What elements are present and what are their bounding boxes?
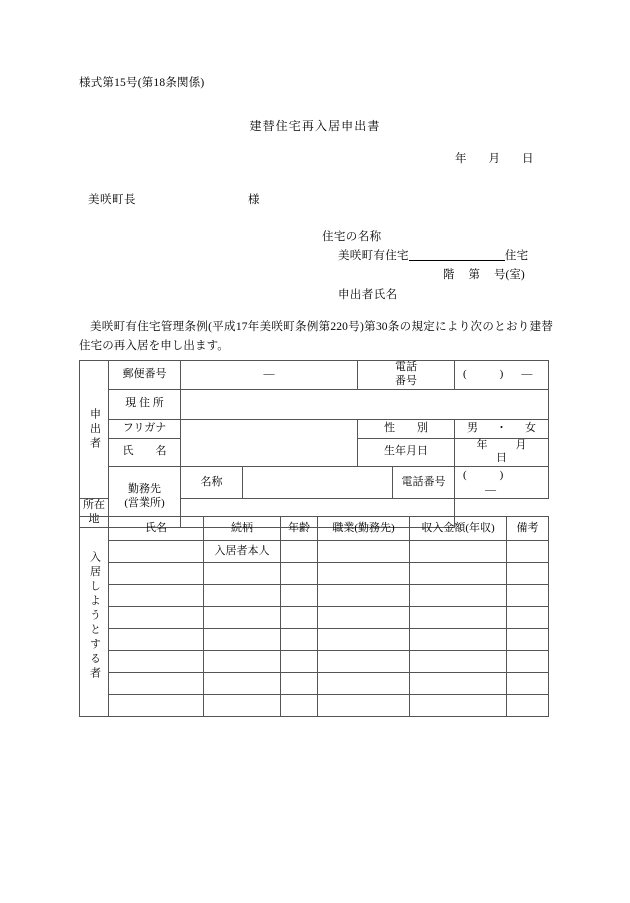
column-header-occupation: 職業(勤務先): [318, 517, 410, 541]
applicant-side-label-cell: [80, 361, 109, 499]
occupant-relation-cell[interactable]: [204, 695, 281, 717]
dob-month-label: 月: [515, 438, 527, 451]
occupant-occupation-cell[interactable]: [318, 563, 410, 585]
workplace-name-input[interactable]: [243, 467, 393, 499]
occupant-remarks-cell[interactable]: [507, 563, 549, 585]
workplace-tel-input[interactable]: [455, 467, 549, 499]
occupant-age-cell[interactable]: [281, 607, 318, 629]
furigana-label: フリガナ: [109, 419, 181, 438]
table-row: [80, 695, 549, 717]
occupant-age-cell[interactable]: [281, 563, 318, 585]
current-address-input[interactable]: [181, 389, 549, 419]
telephone-label: [358, 361, 455, 390]
occupant-relation-cell[interactable]: [204, 629, 281, 651]
occupant-age-cell[interactable]: [281, 651, 318, 673]
occupant-remarks-cell[interactable]: [507, 695, 549, 717]
telephone-dash: —: [521, 367, 533, 380]
occupant-remarks-cell[interactable]: [507, 629, 549, 651]
occupants-side-label-cell: [80, 517, 109, 717]
column-header-name: 氏名: [109, 517, 204, 541]
occupant-remarks-cell[interactable]: [507, 607, 549, 629]
applicant-table: [79, 360, 549, 528]
body-paragraph: 美咲町有住宅管理条例(平成17年美咲町条例第220号)第30条の規定により次のとおり建替住宅の再入居を申し出ます。: [79, 321, 553, 352]
gender-male-option[interactable]: 男: [467, 421, 478, 434]
table-row: [80, 389, 549, 419]
occupant-name-cell[interactable]: [109, 563, 204, 585]
occupant-occupation-cell[interactable]: [318, 629, 410, 651]
dob-label: 生年月日: [358, 438, 455, 467]
dwelling-floor-line: [443, 266, 525, 282]
workplace-tel-paren: ( ): [463, 469, 504, 482]
occupant-name-cell[interactable]: [109, 585, 204, 607]
form-number: 様式第15号(第18条関係): [79, 77, 205, 89]
applicant-side-label: 申出者: [88, 407, 101, 452]
column-header-remarks: 備考: [507, 517, 549, 541]
occupant-name-cell[interactable]: [109, 629, 204, 651]
occupant-income-cell[interactable]: [410, 673, 507, 695]
table-row: [80, 607, 549, 629]
dwelling-name-suffix: 住宅: [504, 250, 529, 262]
table-row: [80, 651, 549, 673]
occupant-remarks-cell[interactable]: [507, 541, 549, 563]
occupant-age-cell[interactable]: [281, 673, 318, 695]
workplace-label-line1: 勤務先: [128, 483, 161, 495]
occupant-occupation-cell[interactable]: [318, 695, 410, 717]
occupant-name-cell[interactable]: [109, 541, 204, 563]
gender-female-option[interactable]: 女: [525, 421, 536, 434]
occupant-income-cell[interactable]: [410, 563, 507, 585]
table-row: [80, 673, 549, 695]
occupant-income-cell[interactable]: [410, 541, 507, 563]
table-row: [80, 563, 549, 585]
occupant-name-cell[interactable]: [109, 673, 204, 695]
addressee-honorific: 様: [248, 194, 260, 206]
workplace-label-line2: (営業所): [124, 496, 165, 509]
page-title: 建替住宅再入居申出書: [249, 119, 381, 133]
occupant-relation-cell[interactable]: [204, 651, 281, 673]
column-header-income: 収入金額(年収): [410, 517, 507, 541]
occupant-occupation-cell[interactable]: [318, 607, 410, 629]
occupant-occupation-cell[interactable]: [318, 651, 410, 673]
gender-label: 性 別: [358, 419, 455, 438]
date-line: [455, 150, 534, 166]
occupant-age-cell[interactable]: [281, 585, 318, 607]
occupant-name-cell[interactable]: [109, 651, 204, 673]
table-header-row: [80, 517, 549, 541]
telephone-input[interactable]: [455, 361, 549, 390]
occupant-income-cell[interactable]: [410, 607, 507, 629]
occupant-income-cell[interactable]: [410, 585, 507, 607]
workplace-tel-label: 電話番号: [393, 467, 455, 499]
occupant-age-cell[interactable]: [281, 541, 318, 563]
dob-input[interactable]: [455, 438, 549, 467]
current-address-label: 現 住 所: [109, 389, 181, 419]
occupant-occupation-cell[interactable]: [318, 585, 410, 607]
gender-separator: ・: [496, 421, 507, 434]
telephone-label-line1: 電話: [395, 361, 417, 373]
occupant-remarks-cell[interactable]: [507, 585, 549, 607]
occupant-relation-cell[interactable]: 入居者本人: [204, 541, 281, 563]
postal-code-input[interactable]: —: [181, 361, 358, 390]
workplace-address-label: 所在地: [80, 499, 109, 528]
room-number-suffix: 号(室): [494, 269, 525, 281]
table-row: [80, 585, 549, 607]
occupant-remarks-cell[interactable]: [507, 673, 549, 695]
occupant-relation-cell[interactable]: [204, 673, 281, 695]
table-row: [80, 541, 549, 563]
column-header-age: 年齢: [281, 517, 318, 541]
occupant-age-cell[interactable]: [281, 695, 318, 717]
applicant-name-input[interactable]: [181, 419, 358, 467]
table-row: [80, 629, 549, 651]
occupant-name-cell[interactable]: [109, 607, 204, 629]
occupant-relation-cell[interactable]: [204, 585, 281, 607]
gender-value[interactable]: [455, 419, 549, 438]
date-day-label: 日: [522, 153, 534, 165]
table-row: [80, 467, 549, 499]
occupant-occupation-cell[interactable]: [318, 673, 410, 695]
dwelling-name-blank[interactable]: [409, 248, 505, 261]
telephone-paren: ( ): [463, 367, 504, 380]
occupants-table: [79, 516, 549, 717]
floor-label: 階: [443, 269, 455, 281]
occupant-name-cell[interactable]: [109, 695, 204, 717]
occupant-occupation-cell[interactable]: [318, 541, 410, 563]
dob-year-label: 年: [476, 438, 488, 451]
occupant-age-cell[interactable]: [281, 629, 318, 651]
date-year-label: 年: [455, 153, 467, 165]
postal-code-label: 郵便番号: [109, 361, 181, 390]
occupant-income-cell[interactable]: [410, 695, 507, 717]
workplace-tel-dash: —: [485, 483, 496, 496]
table-row: [80, 419, 549, 438]
occupant-relation-cell[interactable]: [204, 563, 281, 585]
dwelling-name-label: 住宅の名称: [322, 231, 382, 243]
dwelling-name-field: [338, 247, 528, 263]
dob-day-label: 日: [496, 452, 507, 465]
occupant-income-cell[interactable]: [410, 651, 507, 673]
column-header-relation: 続柄: [204, 517, 281, 541]
addressee: 美咲町長: [88, 194, 136, 206]
name-label: 氏 名: [109, 438, 181, 467]
telephone-label-line2: 番号: [395, 374, 417, 387]
occupant-income-cell[interactable]: [410, 629, 507, 651]
date-month-label: 月: [488, 153, 500, 165]
occupant-relation-cell[interactable]: [204, 607, 281, 629]
occupants-side-label: 入居しようとする者: [88, 551, 101, 682]
room-number-prefix: 第: [468, 269, 480, 281]
occupant-remarks-cell[interactable]: [507, 651, 549, 673]
workplace-name-label: 名称: [181, 467, 243, 499]
applicant-name-label: 申出者氏名: [338, 289, 398, 301]
dwelling-name-prefix: 美咲町有住宅: [338, 250, 409, 262]
